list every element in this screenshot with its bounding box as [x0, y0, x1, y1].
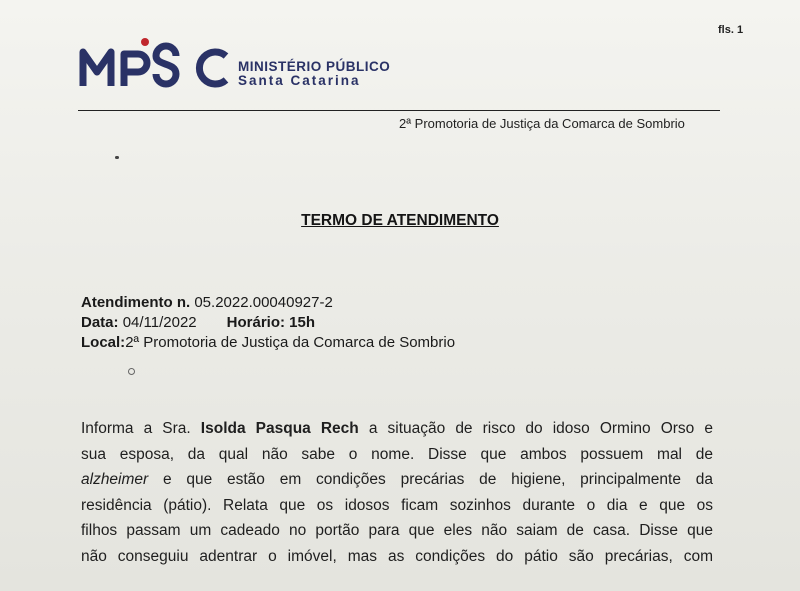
org-name-line1: MINISTÉRIO PÚBLICO [238, 59, 391, 74]
location-value: 2ª Promotoria de Justiça da Comarca de Sombrio [125, 334, 456, 351]
location-label: Local: [81, 334, 126, 351]
body-text-segment: Informa a Sra. [81, 420, 201, 437]
date-row [81, 313, 455, 333]
time-label: Horário: [226, 314, 285, 331]
header-divider [78, 110, 720, 111]
org-name [238, 60, 390, 88]
org-name-line2: Santa Catarina [238, 73, 361, 88]
body-line: filhos passam um cadeado no portão para que eles não saiam de casa. Disse que [81, 522, 713, 539]
scan-speck [115, 156, 119, 159]
attendance-number-value: 05.2022.00040927-2 [194, 294, 333, 311]
emphasized-term: alzheimer [81, 471, 149, 488]
page-folio: fls. 1 [718, 24, 744, 36]
body-text-segment: a situação de risco do idoso Ormino Orso e [358, 420, 713, 437]
body-line: não conseguiu adentrar o imóvel, mas as condições do pátio são precárias, com [81, 547, 713, 565]
body-line: sua esposa, da qual não sabe o nome. Disse que ambos possuem mal de [81, 445, 713, 463]
date-label: Data: [81, 314, 119, 331]
location-row [81, 333, 455, 353]
attendance-number-row [81, 293, 455, 313]
body-line [81, 467, 713, 493]
scan-speck [128, 368, 135, 375]
mpsc-logo-mark [78, 36, 238, 92]
body-line: residência (pátio). Relata que os idosos ficam sozinhos durante o dia e que os [81, 496, 713, 514]
body-line [81, 416, 713, 442]
body-text-segment: e que estão em condições precárias de higiene, principalmente da [148, 471, 713, 488]
report-body [81, 416, 713, 569]
attendance-number-label: Atendimento n. [81, 294, 191, 311]
document-title: TERMO DE ATENDIMENTO [301, 212, 499, 229]
header-unit: 2ª Promotoria de Justiça da Comarca de Sombrio [399, 116, 685, 131]
time-value: 15h [289, 314, 316, 331]
date-value: 04/11/2022 [122, 314, 197, 331]
attendance-metadata [81, 293, 455, 353]
informant-name: Isolda Pasqua Rech [200, 420, 359, 437]
